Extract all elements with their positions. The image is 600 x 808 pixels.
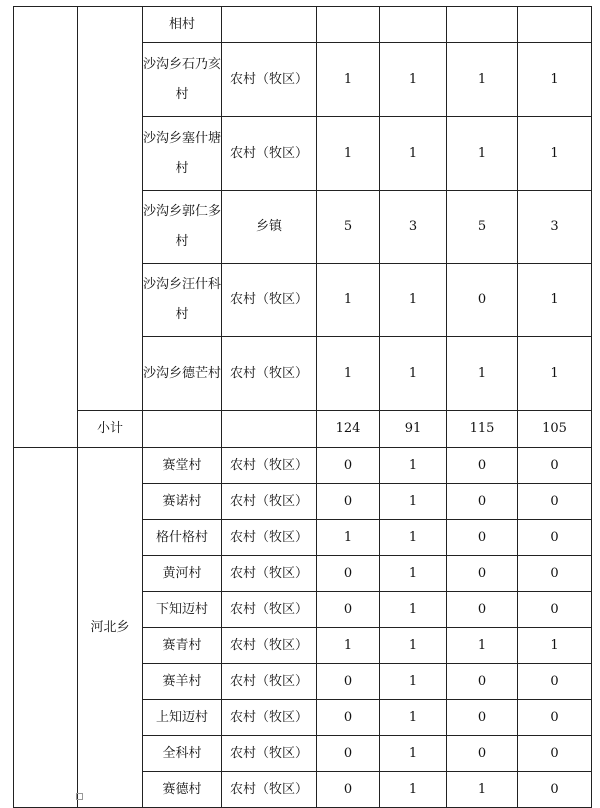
value-cell: 1 (447, 117, 518, 191)
village-name: 赛青村 (143, 628, 222, 664)
value-cell: 1 (380, 664, 447, 700)
value-cell: 0 (447, 736, 518, 772)
subtotal-value: 124 (317, 411, 380, 448)
area-type: 乡镇 (222, 191, 317, 264)
value-cell: 0 (518, 772, 592, 808)
village-name: 沙沟乡德芒村 (143, 337, 222, 411)
value-cell: 0 (317, 700, 380, 736)
area-type: 农村（牧区） (222, 264, 317, 337)
village-name: 赛羊村 (143, 664, 222, 700)
value-cell (518, 7, 592, 43)
value-cell: 0 (317, 448, 380, 484)
value-cell: 0 (518, 700, 592, 736)
value-cell: 1 (380, 736, 447, 772)
value-cell: 1 (380, 772, 447, 808)
value-cell: 0 (447, 592, 518, 628)
value-cell: 1 (380, 592, 447, 628)
village-name: 沙沟乡塞什塘村 (143, 117, 222, 191)
village-name: 沙沟乡石乃亥村 (143, 43, 222, 117)
value-cell: 1 (380, 448, 447, 484)
value-cell: 3 (518, 191, 592, 264)
value-cell: 1 (447, 43, 518, 117)
value-cell: 1 (380, 484, 447, 520)
value-cell: 0 (447, 484, 518, 520)
value-cell: 0 (317, 772, 380, 808)
village-name: 赛德村 (143, 772, 222, 808)
value-cell: 1 (380, 43, 447, 117)
value-cell: 1 (518, 628, 592, 664)
value-cell: 1 (317, 337, 380, 411)
area-type: 农村（牧区） (222, 337, 317, 411)
value-cell: 3 (380, 191, 447, 264)
area-type: 农村（牧区） (222, 43, 317, 117)
area-type: 农村（牧区） (222, 592, 317, 628)
village-name: 下知迈村 (143, 592, 222, 628)
value-cell (317, 7, 380, 43)
value-cell: 0 (518, 664, 592, 700)
value-cell: 1 (317, 264, 380, 337)
village-name: 全科村 (143, 736, 222, 772)
village-name: 上知迈村 (143, 700, 222, 736)
value-cell: 1 (518, 337, 592, 411)
area-type: 农村（牧区） (222, 520, 317, 556)
value-cell: 0 (447, 700, 518, 736)
area-type: 农村（牧区） (222, 772, 317, 808)
area-type: 农村（牧区） (222, 628, 317, 664)
value-cell: 1 (380, 337, 447, 411)
value-cell: 0 (317, 556, 380, 592)
village-name: 赛堂村 (143, 448, 222, 484)
subtotal-row (14, 411, 592, 448)
table-row (14, 7, 592, 43)
subtotal-value: 115 (447, 411, 518, 448)
value-cell: 0 (317, 664, 380, 700)
area-type (222, 7, 317, 43)
value-cell: 5 (317, 191, 380, 264)
value-cell: 0 (317, 484, 380, 520)
town-name: 河北乡 (78, 448, 143, 808)
subtotal-value: 105 (518, 411, 592, 448)
village-name: 格什格村 (143, 520, 222, 556)
subtotal-empty (143, 411, 222, 448)
village-name: 黄河村 (143, 556, 222, 592)
value-cell: 0 (518, 484, 592, 520)
value-cell (447, 7, 518, 43)
value-cell: 0 (518, 592, 592, 628)
value-cell: 5 (447, 191, 518, 264)
value-cell: 1 (380, 520, 447, 556)
subtotal-empty (222, 411, 317, 448)
value-cell: 1 (518, 117, 592, 191)
value-cell: 0 (447, 264, 518, 337)
county-cell-empty (14, 448, 78, 808)
value-cell: 1 (380, 556, 447, 592)
value-cell: 1 (317, 628, 380, 664)
value-cell: 1 (447, 628, 518, 664)
value-cell: 0 (518, 520, 592, 556)
value-cell: 1 (380, 264, 447, 337)
value-cell: 1 (518, 264, 592, 337)
subtotal-label: 小计 (78, 411, 143, 448)
value-cell: 1 (447, 772, 518, 808)
village-name: 沙沟乡郭仁多村 (143, 191, 222, 264)
value-cell: 0 (447, 520, 518, 556)
area-type: 农村（牧区） (222, 448, 317, 484)
village-name: 赛诺村 (143, 484, 222, 520)
value-cell: 0 (447, 664, 518, 700)
value-cell: 1 (317, 520, 380, 556)
value-cell: 1 (447, 337, 518, 411)
value-cell: 0 (518, 448, 592, 484)
table-row (14, 448, 592, 484)
value-cell: 0 (317, 736, 380, 772)
value-cell (380, 7, 447, 43)
town-cell-empty (78, 7, 143, 411)
value-cell: 0 (518, 556, 592, 592)
area-type: 农村（牧区） (222, 556, 317, 592)
value-cell: 0 (447, 448, 518, 484)
value-cell: 1 (380, 117, 447, 191)
village-name: 沙沟乡汪什科村 (143, 264, 222, 337)
value-cell: 1 (380, 628, 447, 664)
area-type: 农村（牧区） (222, 700, 317, 736)
value-cell: 1 (518, 43, 592, 117)
village-name: 相村 (143, 7, 222, 43)
value-cell: 0 (447, 556, 518, 592)
area-type: 农村（牧区） (222, 664, 317, 700)
value-cell: 1 (317, 117, 380, 191)
paragraph-marker-icon (76, 793, 83, 800)
area-type: 农村（牧区） (222, 484, 317, 520)
value-cell: 1 (380, 700, 447, 736)
value-cell: 0 (317, 592, 380, 628)
value-cell: 0 (518, 736, 592, 772)
data-table (13, 6, 592, 808)
area-type: 农村（牧区） (222, 736, 317, 772)
area-type: 农村（牧区） (222, 117, 317, 191)
subtotal-value: 91 (380, 411, 447, 448)
county-cell-empty (14, 7, 78, 448)
value-cell: 1 (317, 43, 380, 117)
